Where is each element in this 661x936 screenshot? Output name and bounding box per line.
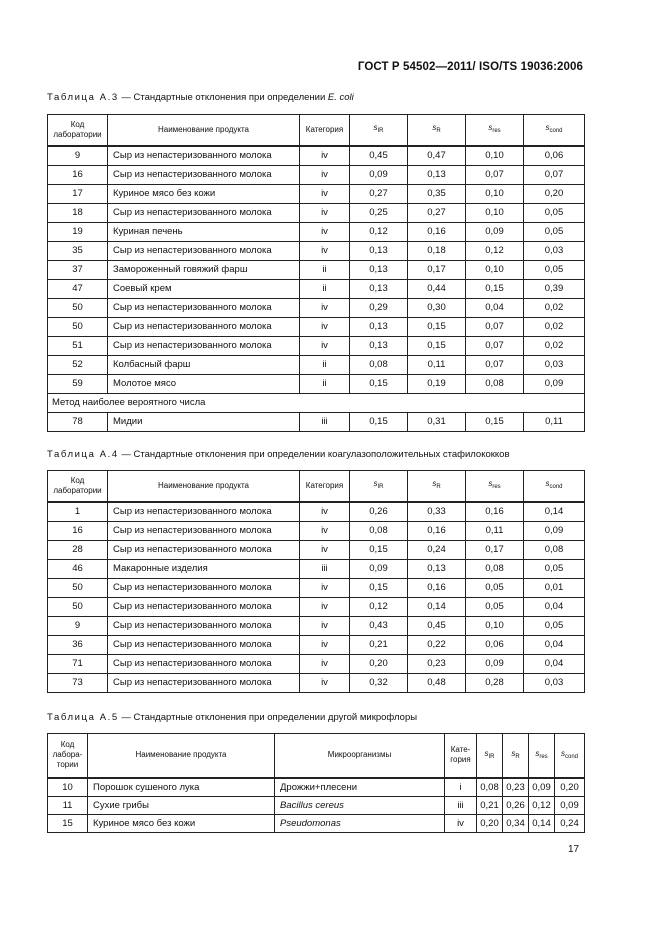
cell-s-cond: 0,05 xyxy=(524,616,585,635)
cell-s-ir: 0,15 xyxy=(350,374,408,393)
cell-s-res: 0,04 xyxy=(466,298,524,317)
cell-s-cond: 0,05 xyxy=(524,222,585,241)
cell-s-res: 0,09 xyxy=(466,222,524,241)
table-a5-header-organisms: Микроорганизмы xyxy=(275,734,445,778)
table-a3 xyxy=(47,114,585,432)
cell-category: ii xyxy=(300,355,350,374)
cell-s-cond: 0,24 xyxy=(555,814,585,832)
cell-s-r: 0,47 xyxy=(408,146,466,166)
table-a4-header-s-cond: $s_{cond}$ xyxy=(524,471,585,502)
table-row xyxy=(48,146,585,166)
cell-s-ir: 0,08 xyxy=(350,521,408,540)
table-a3-header-product: Наименование продукта xyxy=(108,115,300,146)
table-row xyxy=(48,222,585,241)
cell-code: 59 xyxy=(48,374,108,393)
cell-s-ir: 0,09 xyxy=(350,165,408,184)
cell-s-cond: 0,09 xyxy=(524,374,585,393)
cell-s-res: 0,07 xyxy=(466,355,524,374)
cell-product: Сыр из непастеризованного молока xyxy=(108,635,300,654)
cell-s-ir: 0,13 xyxy=(350,279,408,298)
table-a5-header-code: Код лабора-тории xyxy=(48,734,88,778)
cell-s-ir: 0,12 xyxy=(350,222,408,241)
cell-s-ir: 0,08 xyxy=(350,355,408,374)
cell-s-ir: 0,15 xyxy=(350,578,408,597)
table-a4-caption-text: — Стандартные отклонения при определении коагулазоположительных стафилококков xyxy=(118,449,510,460)
table-row xyxy=(48,317,585,336)
table-row xyxy=(48,559,585,578)
table-row xyxy=(48,673,585,692)
page-number: 17 xyxy=(568,844,580,855)
cell-s-r: 0,27 xyxy=(408,203,466,222)
cell-s-res: 0,10 xyxy=(466,616,524,635)
cell-code: 16 xyxy=(48,165,108,184)
cell-s-r: 0,24 xyxy=(408,540,466,559)
cell-category: iv xyxy=(300,597,350,616)
cell-s-r: 0,22 xyxy=(408,635,466,654)
cell-s-r: 0,15 xyxy=(408,317,466,336)
cell-code: 71 xyxy=(48,654,108,673)
cell-s-res: 0,28 xyxy=(466,673,524,692)
cell-s-r: 0,45 xyxy=(408,616,466,635)
cell-s-cond: 0,05 xyxy=(524,203,585,222)
cell-product: Сыр из непастеризованного молока xyxy=(108,165,300,184)
cell-s-cond: 0,11 xyxy=(524,412,585,431)
cell-s-cond: 0,03 xyxy=(524,355,585,374)
cell-s-cond: 0,07 xyxy=(524,165,585,184)
table-a4-header-s-ir: $s_{IR}$ xyxy=(350,471,408,502)
cell-organisms: Bacillus cereus xyxy=(275,796,445,814)
cell-s-r: 0,13 xyxy=(408,559,466,578)
cell-s-r: 0,13 xyxy=(408,165,466,184)
cell-s-res: 0,05 xyxy=(466,597,524,616)
cell-product: Куриное мясо без кожи xyxy=(88,814,275,832)
cell-code: 35 xyxy=(48,241,108,260)
cell-code: 50 xyxy=(48,317,108,336)
cell-product: Сыр из непастеризованного молока xyxy=(108,203,300,222)
table-a3-label: Таблица А.3 xyxy=(47,92,119,103)
table-a4 xyxy=(47,470,585,693)
cell-s-ir: 0,45 xyxy=(350,146,408,166)
cell-s-r: 0,14 xyxy=(408,597,466,616)
cell-product: Сыр из непастеризованного молока xyxy=(108,521,300,540)
cell-s-r: 0,48 xyxy=(408,673,466,692)
table-a5-body xyxy=(48,778,585,833)
cell-product: Сыр из непастеризованного молока xyxy=(108,298,300,317)
cell-s-res: 0,15 xyxy=(466,412,524,431)
cell-s-res: 0,14 xyxy=(529,814,555,832)
cell-category: iv xyxy=(300,578,350,597)
cell-s-cond: 0,20 xyxy=(524,184,585,203)
cell-s-ir: 0,29 xyxy=(350,298,408,317)
table-row xyxy=(48,355,585,374)
table-row xyxy=(48,578,585,597)
table-a5-header-product: Наименование продукта xyxy=(88,734,275,778)
cell-category: iv xyxy=(300,298,350,317)
cell-product: Куриное мясо без кожи xyxy=(108,184,300,203)
cell-s-r: 0,23 xyxy=(503,778,529,797)
table-row xyxy=(48,521,585,540)
table-row xyxy=(48,796,585,814)
cell-code: 50 xyxy=(48,597,108,616)
cell-s-ir: 0,21 xyxy=(350,635,408,654)
cell-s-cond: 0,03 xyxy=(524,673,585,692)
cell-product: Сыр из непастеризованного молока xyxy=(108,146,300,166)
cell-code: 47 xyxy=(48,279,108,298)
cell-category: i xyxy=(445,778,477,797)
table-a5-header-s-ir: $s_{IR}$ xyxy=(477,734,503,778)
cell-code: 1 xyxy=(48,502,108,522)
cell-category: iv xyxy=(445,814,477,832)
cell-s-cond: 0,09 xyxy=(524,521,585,540)
cell-s-cond: 0,01 xyxy=(524,578,585,597)
table-row xyxy=(48,814,585,832)
cell-s-ir: 0,09 xyxy=(350,559,408,578)
cell-s-ir: 0,32 xyxy=(350,673,408,692)
table-a3-header-category: Категория xyxy=(300,115,350,146)
cell-s-r: 0,33 xyxy=(408,502,466,522)
table-row xyxy=(48,184,585,203)
cell-s-res: 0,16 xyxy=(466,502,524,522)
cell-product: Сухие грибы xyxy=(88,796,275,814)
cell-category: iv xyxy=(300,146,350,166)
cell-product: Порошок сушеного лука xyxy=(88,778,275,797)
cell-category: iv xyxy=(300,222,350,241)
cell-product: Соевый крем xyxy=(108,279,300,298)
table-a3-header-s-r: $s_R$ xyxy=(408,115,466,146)
cell-category: iv xyxy=(300,521,350,540)
cell-code: 16 xyxy=(48,521,108,540)
table-a3-section-row xyxy=(48,393,585,412)
cell-category: iii xyxy=(300,559,350,578)
cell-code: 51 xyxy=(48,336,108,355)
table-a5-header-s-r: $s_R$ xyxy=(503,734,529,778)
cell-product: Сыр из непастеризованного молока xyxy=(108,654,300,673)
table-a4-body xyxy=(48,502,585,693)
table-a5-caption xyxy=(47,712,417,723)
cell-s-cond: 0,04 xyxy=(524,597,585,616)
table-row xyxy=(48,298,585,317)
cell-category: iv xyxy=(300,241,350,260)
table-row xyxy=(48,616,585,635)
cell-s-res: 0,15 xyxy=(466,279,524,298)
cell-s-ir: 0,21 xyxy=(477,796,503,814)
table-a3-header-code: Код лаборатории xyxy=(48,115,108,146)
table-a3-caption xyxy=(47,92,354,103)
cell-category: iv xyxy=(300,165,350,184)
cell-s-ir: 0,13 xyxy=(350,241,408,260)
cell-s-res: 0,06 xyxy=(466,635,524,654)
cell-s-res: 0,09 xyxy=(466,654,524,673)
table-row xyxy=(48,260,585,279)
cell-s-res: 0,10 xyxy=(466,203,524,222)
table-a3-caption-text: — Стандартные отклонения при определении xyxy=(118,92,328,103)
cell-organisms: Pseudomonas xyxy=(275,814,445,832)
cell-product: Молотое мясо xyxy=(108,374,300,393)
table-row xyxy=(48,241,585,260)
table-a5-header-category: Кате-гория xyxy=(445,734,477,778)
cell-code: 50 xyxy=(48,298,108,317)
cell-code: 17 xyxy=(48,184,108,203)
cell-s-ir: 0,25 xyxy=(350,203,408,222)
cell-s-r: 0,11 xyxy=(408,355,466,374)
cell-s-res: 0,07 xyxy=(466,336,524,355)
table-a5-header-s-res: $s_{res}$ xyxy=(529,734,555,778)
table-a4-header-category: Категория xyxy=(300,471,350,502)
cell-category: iv xyxy=(300,616,350,635)
table-row xyxy=(48,540,585,559)
cell-code: 9 xyxy=(48,616,108,635)
table-row xyxy=(48,597,585,616)
cell-s-cond: 0,08 xyxy=(524,540,585,559)
table-a5-label: Таблица А.5 xyxy=(47,712,119,723)
cell-s-res: 0,08 xyxy=(466,559,524,578)
cell-product: Мидии xyxy=(108,412,300,431)
cell-s-ir: 0,20 xyxy=(477,814,503,832)
cell-s-res: 0,11 xyxy=(466,521,524,540)
cell-product: Сыр из непастеризованного молока xyxy=(108,597,300,616)
cell-product: Сыр из непастеризованного молока xyxy=(108,241,300,260)
cell-category: iv xyxy=(300,203,350,222)
cell-code: 73 xyxy=(48,673,108,692)
cell-s-ir: 0,08 xyxy=(477,778,503,797)
cell-s-r: 0,16 xyxy=(408,521,466,540)
table-a5-header-s-cond: $s_{cond}$ xyxy=(555,734,585,778)
cell-s-cond: 0,05 xyxy=(524,559,585,578)
cell-s-cond: 0,02 xyxy=(524,336,585,355)
table-row xyxy=(48,336,585,355)
cell-s-r: 0,35 xyxy=(408,184,466,203)
cell-category: ii xyxy=(300,260,350,279)
table-a3-body xyxy=(48,146,585,394)
table-a3-caption-organism: E. coli xyxy=(327,92,354,103)
cell-category: iv xyxy=(300,673,350,692)
cell-s-r: 0,15 xyxy=(408,336,466,355)
cell-product: Сыр из непастеризованного молока xyxy=(108,673,300,692)
cell-s-ir: 0,13 xyxy=(350,336,408,355)
table-row xyxy=(48,203,585,222)
cell-s-r: 0,23 xyxy=(408,654,466,673)
table-a4-header-product: Наименование продукта xyxy=(108,471,300,502)
cell-s-cond: 0,04 xyxy=(524,654,585,673)
cell-s-res: 0,12 xyxy=(529,796,555,814)
cell-code: 11 xyxy=(48,796,88,814)
cell-code: 15 xyxy=(48,814,88,832)
table-a3-section-label: Метод наиболее вероятного числа xyxy=(48,393,585,412)
cell-code: 50 xyxy=(48,578,108,597)
table-row xyxy=(48,635,585,654)
table-a4-caption xyxy=(47,449,510,460)
cell-product: Макаронные изделия xyxy=(108,559,300,578)
cell-code: 18 xyxy=(48,203,108,222)
cell-code: 52 xyxy=(48,355,108,374)
cell-code: 10 xyxy=(48,778,88,797)
cell-product: Сыр из непастеризованного молока xyxy=(108,502,300,522)
cell-s-res: 0,09 xyxy=(529,778,555,797)
cell-organisms: Дрожжи+плесени xyxy=(275,778,445,797)
cell-s-r: 0,19 xyxy=(408,374,466,393)
cell-s-ir: 0,13 xyxy=(350,317,408,336)
cell-s-res: 0,07 xyxy=(466,317,524,336)
cell-s-r: 0,31 xyxy=(408,412,466,431)
cell-s-ir: 0,15 xyxy=(350,540,408,559)
cell-code: 19 xyxy=(48,222,108,241)
cell-s-res: 0,10 xyxy=(466,184,524,203)
cell-s-cond: 0,02 xyxy=(524,317,585,336)
cell-s-cond: 0,02 xyxy=(524,298,585,317)
cell-code: 78 xyxy=(48,412,108,431)
cell-s-res: 0,05 xyxy=(466,578,524,597)
table-a5-caption-text: — Стандартные отклонения при определении другой микрофлоры xyxy=(118,712,418,723)
table-a4-label: Таблица А.4 xyxy=(47,449,119,460)
table-a5 xyxy=(47,733,585,833)
cell-product: Сыр из непастеризованного молока xyxy=(108,540,300,559)
table-a4-header-s-res: $s_{res}$ xyxy=(466,471,524,502)
cell-s-cond: 0,20 xyxy=(555,778,585,797)
table-row xyxy=(48,654,585,673)
cell-category: iii xyxy=(445,796,477,814)
cell-s-r: 0,17 xyxy=(408,260,466,279)
table-a3-header-s-cond: $s_{cond}$ xyxy=(524,115,585,146)
cell-s-cond: 0,03 xyxy=(524,241,585,260)
cell-s-cond: 0,04 xyxy=(524,635,585,654)
cell-category: iv xyxy=(300,502,350,522)
cell-s-ir: 0,43 xyxy=(350,616,408,635)
cell-s-cond: 0,05 xyxy=(524,260,585,279)
cell-s-res: 0,17 xyxy=(466,540,524,559)
cell-category: iii xyxy=(300,412,350,431)
cell-s-ir: 0,15 xyxy=(350,412,408,431)
cell-category: iv xyxy=(300,540,350,559)
cell-s-r: 0,16 xyxy=(408,222,466,241)
table-a4-header-s-r: $s_R$ xyxy=(408,471,466,502)
table-row xyxy=(48,502,585,522)
cell-product: Сыр из непастеризованного молока xyxy=(108,616,300,635)
cell-product: Куриная печень xyxy=(108,222,300,241)
cell-code: 28 xyxy=(48,540,108,559)
cell-category: iv xyxy=(300,336,350,355)
cell-s-cond: 0,14 xyxy=(524,502,585,522)
cell-s-res: 0,08 xyxy=(466,374,524,393)
table-row xyxy=(48,165,585,184)
cell-product: Замороженный говяжий фарш xyxy=(108,260,300,279)
cell-s-res: 0,12 xyxy=(466,241,524,260)
cell-product: Сыр из непастеризованного молока xyxy=(108,336,300,355)
cell-code: 37 xyxy=(48,260,108,279)
cell-s-cond: 0,39 xyxy=(524,279,585,298)
table-row xyxy=(48,374,585,393)
cell-s-ir: 0,20 xyxy=(350,654,408,673)
cell-s-r: 0,16 xyxy=(408,578,466,597)
cell-s-cond: 0,09 xyxy=(555,796,585,814)
cell-s-r: 0,26 xyxy=(503,796,529,814)
table-a3-header-s-res: $s_{res}$ xyxy=(466,115,524,146)
table-a4-header-code: Код лаборатории xyxy=(48,471,108,502)
cell-category: iv xyxy=(300,635,350,654)
table-row xyxy=(48,778,585,797)
cell-category: iv xyxy=(300,654,350,673)
cell-s-res: 0,10 xyxy=(466,260,524,279)
cell-s-res: 0,07 xyxy=(466,165,524,184)
cell-category: iv xyxy=(300,184,350,203)
cell-s-ir: 0,26 xyxy=(350,502,408,522)
cell-s-ir: 0,12 xyxy=(350,597,408,616)
cell-category: iv xyxy=(300,317,350,336)
table-row xyxy=(48,279,585,298)
table-a3-header-s-ir: $s_{IR}$ xyxy=(350,115,408,146)
cell-product: Колбасный фарш xyxy=(108,355,300,374)
cell-code: 46 xyxy=(48,559,108,578)
cell-s-ir: 0,27 xyxy=(350,184,408,203)
cell-code: 36 xyxy=(48,635,108,654)
cell-s-cond: 0,06 xyxy=(524,146,585,166)
cell-code: 9 xyxy=(48,146,108,166)
cell-s-r: 0,44 xyxy=(408,279,466,298)
document-header: ГОСТ Р 54502—2011/ ISO/TS 19036:2006 xyxy=(357,61,583,73)
cell-s-r: 0,34 xyxy=(503,814,529,832)
cell-s-res: 0,10 xyxy=(466,146,524,166)
cell-s-r: 0,30 xyxy=(408,298,466,317)
table-row xyxy=(48,412,585,431)
cell-category: ii xyxy=(300,374,350,393)
cell-product: Сыр из непастеризованного молока xyxy=(108,578,300,597)
cell-product: Сыр из непастеризованного молока xyxy=(108,317,300,336)
cell-s-ir: 0,13 xyxy=(350,260,408,279)
cell-s-r: 0,18 xyxy=(408,241,466,260)
cell-category: ii xyxy=(300,279,350,298)
